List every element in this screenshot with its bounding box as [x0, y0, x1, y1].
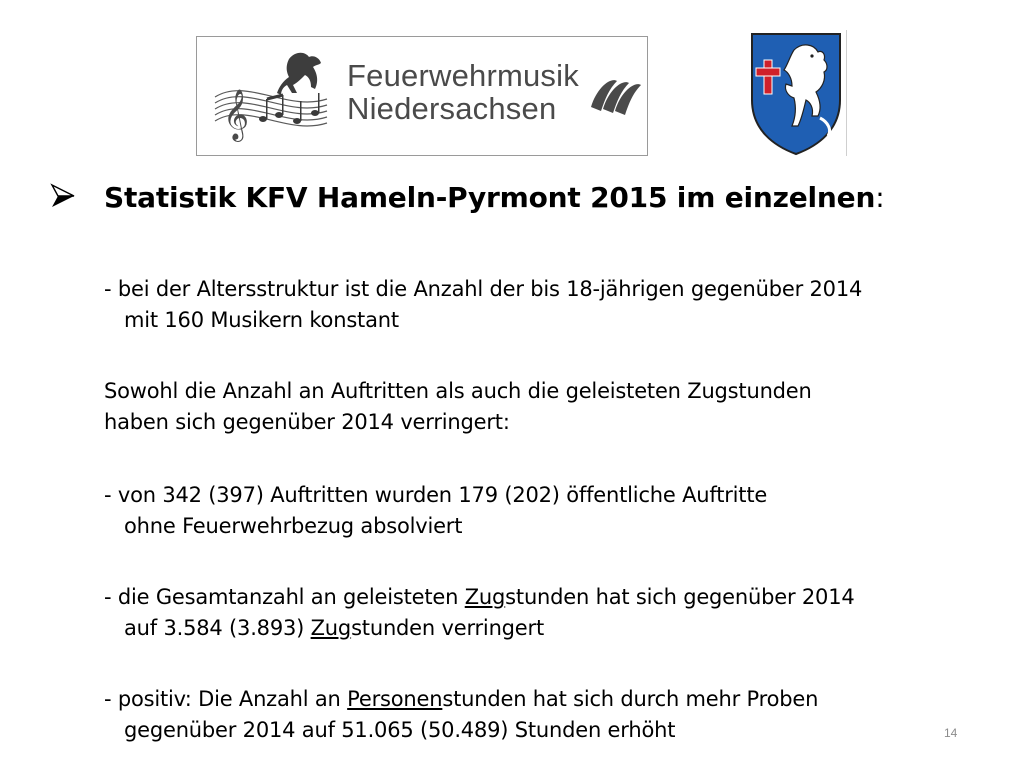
svg-text:𝄞: 𝄞 [223, 89, 250, 140]
paragraph-summary [104, 376, 812, 438]
para-line: haben sich gegenüber 2014 verringert: [104, 410, 510, 434]
text-run: stunden hat sich durch mehr Proben [442, 687, 819, 711]
heading-colon: : [875, 181, 885, 214]
para-line: ohne Feuerwehrbezug absolviert [124, 514, 463, 538]
logo-wordmark [347, 59, 579, 125]
para-line: gegenüber 2014 auf 51.065 (50.489) Stunden erhöht [124, 718, 676, 742]
underlined-text: Zug [464, 585, 506, 609]
paragraph-performances [104, 480, 767, 542]
page-number: 14 [944, 726, 958, 740]
text-run: - positiv: Die Anzahl an [104, 687, 348, 711]
logo-line-1: Feuerwehrmusik [347, 58, 579, 93]
paragraph-person-hours [104, 684, 818, 746]
para-line [104, 613, 855, 644]
text-run: stunden verringert [351, 616, 544, 640]
text-run: auf 3.584 (3.893) [124, 616, 311, 640]
arrow-bullet-icon [50, 183, 76, 209]
para-line [104, 582, 855, 613]
underlined-text: Personen [347, 687, 443, 711]
para-line: - bei der Altersstruktur ist die Anzahl der bis 18-jährigen gegenüber 2014 [104, 277, 863, 301]
coat-of-arms-icon [748, 30, 844, 156]
para-line: mit 160 Musikern konstant [124, 308, 399, 332]
text-run: - die Gesamtanzahl an geleisteten [104, 585, 465, 609]
slide-heading [104, 180, 884, 216]
text-run: stunden hat sich gegenüber 2014 [505, 585, 855, 609]
underlined-text: Zug [310, 616, 352, 640]
para-line: - von 342 (397) Auftritten wurden 179 (202) öffentliche Auftritte [104, 483, 768, 507]
logo-line-2: Niedersachsen [347, 91, 557, 126]
paragraph-age-structure [104, 274, 862, 336]
crest-divider [846, 30, 847, 156]
paragraph-train-hours [104, 582, 855, 644]
heading-title: Statistik KFV Hameln-Pyrmont 2015 im einzelnen [104, 181, 876, 214]
para-line [104, 684, 818, 715]
feuerwehrmusik-logo [196, 36, 648, 156]
para-line: Sowohl die Anzahl an Auftritten als auch die geleisteten Zugstunden [104, 379, 812, 403]
